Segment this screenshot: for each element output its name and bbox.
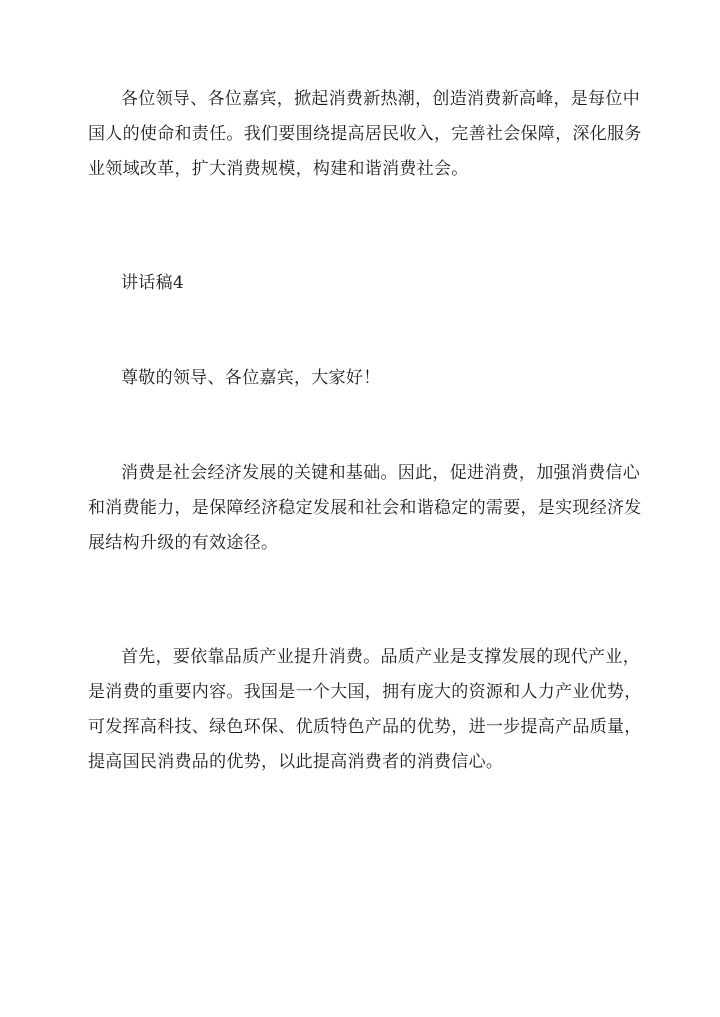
text-line: 展结构升级的有效途径。 xyxy=(88,533,279,553)
text-line: 提高国民消费品的优势，以此提高消费者的消费信心。 xyxy=(88,752,504,772)
text-line: 是消费的重要内容。我国是一个大国，拥有庞大的资源和人力产业优势， xyxy=(88,682,642,702)
text-line: 可发挥高科技、绿色环保、优质特色产品的优势，进一步提高产品质量， xyxy=(88,717,642,737)
text-line: 消费是社会经济发展的关键和基础。因此，促进消费，加强消费信心 xyxy=(121,463,640,483)
text-line: 各位领导、各位嘉宾，掀起消费新热潮，创造消费新高峰，是每位中 xyxy=(121,89,640,109)
paragraph-consumption-importance xyxy=(88,456,640,561)
paragraph-greeting xyxy=(88,361,640,396)
text-line: 尊敬的领导、各位嘉宾，大家好！ xyxy=(121,368,381,388)
heading-text: 讲话稿4 xyxy=(121,273,185,293)
section-heading xyxy=(88,266,640,301)
paragraph-closing-remarks xyxy=(88,82,640,187)
paragraph-quality-industry xyxy=(88,640,640,780)
text-line: 业领域改革，扩大消费规模，构建和谐消费社会。 xyxy=(88,159,469,179)
text-line: 首先，要依靠品质产业提升消费。品质产业是支撑发展的现代产业， xyxy=(121,647,640,667)
text-line: 国人的使命和责任。我们要围绕提高居民收入，完善社会保障，深化服务 xyxy=(88,124,642,144)
text-line: 和消费能力，是保障经济稳定发展和社会和谐稳定的需要，是实现经济发 xyxy=(88,498,642,518)
